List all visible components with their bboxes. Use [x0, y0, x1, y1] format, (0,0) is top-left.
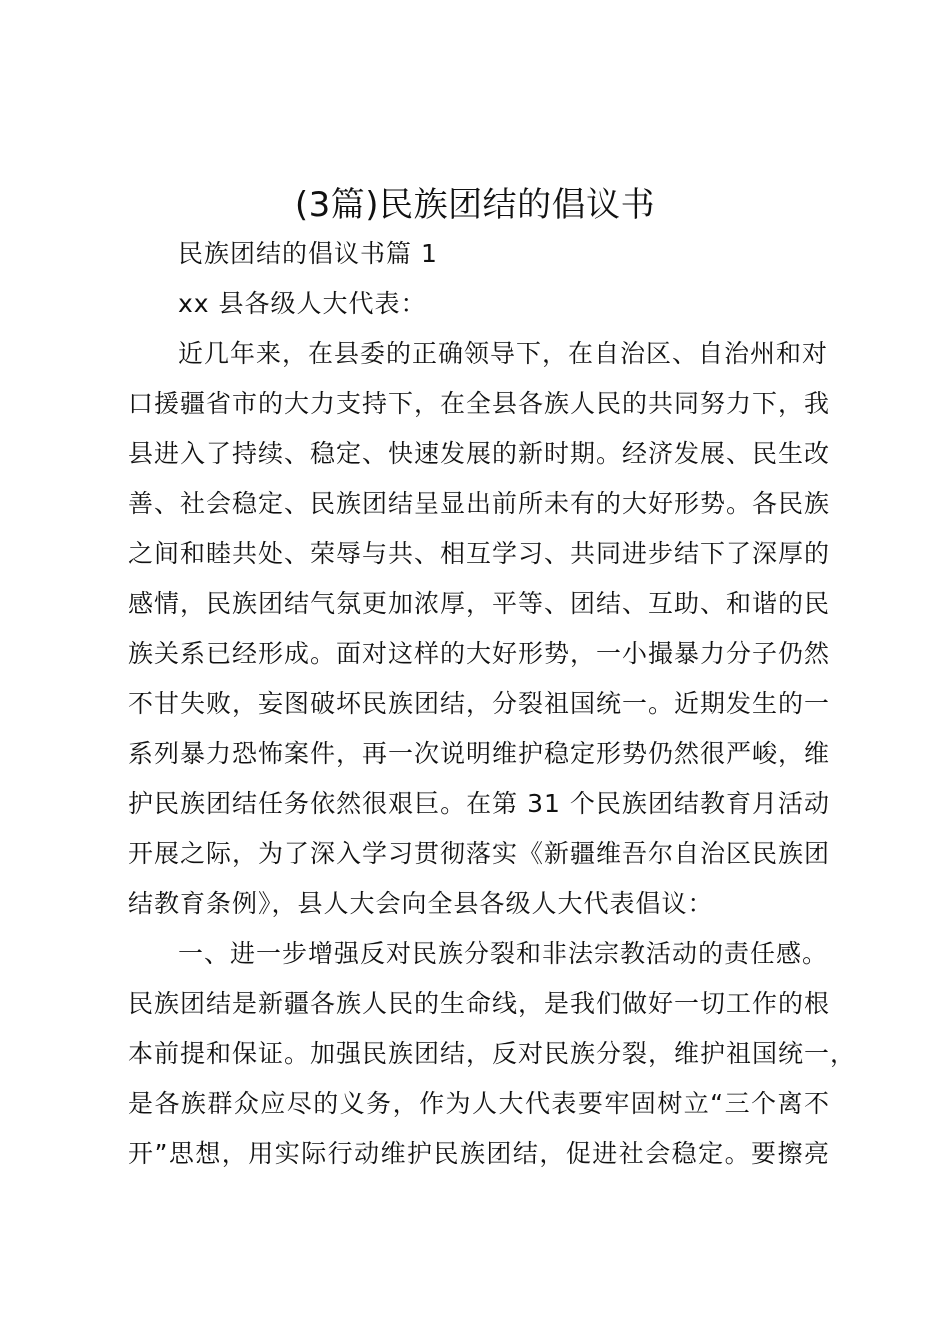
paragraph-line: 结教育条例》，县人大会向全县各级人大代表倡议： — [128, 889, 714, 918]
paragraph-line: 善、社会稳定、民族团结呈显出前所未有的大好形势。各民族 — [128, 489, 831, 518]
paragraph-line: 护民族团结任务依然很艰巨。在第 31 个民族团结教育月活动 — [128, 789, 830, 818]
paragraph-line: 之间和睦共处、荣辱与共、相互学习、共同进步结下了深厚的 — [128, 539, 831, 568]
paragraph-line: 系列暴力恐怖案件，再一次说明维护稳定形势仍然很严峻，维 — [128, 739, 831, 768]
paragraph-line: 开”思想，用实际行动维护民族团结，促进社会稳定。要擦亮 — [128, 1139, 830, 1168]
salutation: xx 县各级人大代表： — [178, 289, 427, 318]
paragraph-line: 口援疆省市的大力支持下，在全县各族人民的共同努力下，我 — [128, 389, 831, 418]
paragraph-line: 一、进一步增强反对民族分裂和非法宗教活动的责任感。 — [178, 939, 829, 968]
document-body — [128, 229, 857, 1179]
paragraph-line: 县进入了持续、稳定、快速发展的新时期。经济发展、民生改 — [128, 439, 831, 468]
paragraph-intro — [128, 329, 830, 929]
paragraph-line: 是各族群众应尽的义务，作为人大代表要牢固树立“三个离不 — [128, 1089, 830, 1118]
paragraph-point-one — [128, 929, 857, 1179]
paragraph-line: 感情，民族团结气氛更加浓厚，平等、团结、互助、和谐的民 — [128, 589, 831, 618]
paragraph-line: 本前提和保证。加强民族团结，反对民族分裂，维护祖国统一， — [128, 1039, 857, 1068]
paragraph-line: 不甘失败，妄图破坏民族团结，分裂祖国统一。近期发生的一 — [128, 689, 831, 718]
paragraph-line: 族关系已经形成。面对这样的大好形势，一小撮暴力分子仍然 — [128, 639, 831, 668]
paragraph-line: 开展之际，为了深入学习贯彻落实《新疆维吾尔自治区民族团 — [128, 839, 831, 868]
document-title: (3篇)民族团结的倡议书 — [294, 185, 656, 225]
section-subheading: 民族团结的倡议书篇 1 — [178, 239, 438, 268]
paragraph-line: 民族团结是新疆各族人民的生命线，是我们做好一切工作的根 — [128, 989, 831, 1018]
paragraph-line: 近几年来，在县委的正确领导下，在自治区、自治州和对 — [178, 339, 829, 368]
